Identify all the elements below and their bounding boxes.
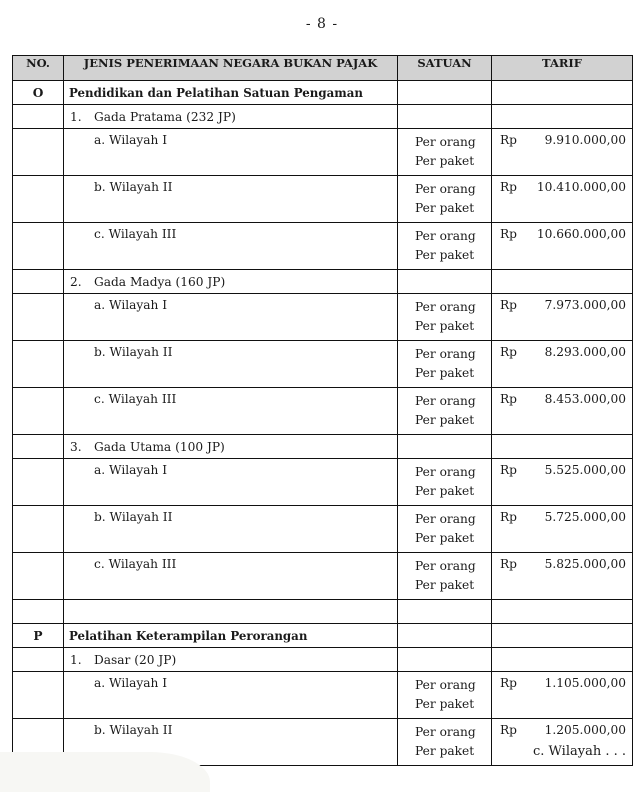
table-row bbox=[13, 672, 633, 719]
item-label: b. Wilayah II bbox=[64, 506, 398, 553]
group-row bbox=[13, 648, 633, 672]
header-tarif: TARIF bbox=[492, 56, 633, 81]
group-row bbox=[13, 270, 633, 294]
item-label: a. Wilayah I bbox=[64, 672, 398, 719]
item-label: b. Wilayah II bbox=[64, 341, 398, 388]
group-number: 1. bbox=[70, 652, 82, 667]
item-satuan: Per orang Per paket bbox=[398, 672, 492, 719]
item-satuan: Per orang Per paket bbox=[398, 223, 492, 270]
group-number: 1. bbox=[70, 109, 82, 124]
item-satuan: Per orang Per paket bbox=[398, 719, 492, 766]
item-satuan: Per orang Per paket bbox=[398, 176, 492, 223]
item-label: a. Wilayah I bbox=[64, 129, 398, 176]
item-tarif: Rp 8.453.000,00 bbox=[492, 388, 633, 435]
section-row bbox=[13, 81, 633, 105]
table-row bbox=[13, 553, 633, 600]
item-satuan: Per orang Per paket bbox=[398, 459, 492, 506]
section-row bbox=[13, 624, 633, 648]
table-row bbox=[13, 129, 633, 176]
blank-row bbox=[13, 600, 633, 624]
item-tarif: Rp 10.660.000,00 bbox=[492, 223, 633, 270]
item-satuan: Per orang Per paket bbox=[398, 294, 492, 341]
group-number: 2. bbox=[70, 274, 82, 289]
page-number: - 8 - bbox=[305, 16, 339, 32]
item-satuan: Per orang Per paket bbox=[398, 506, 492, 553]
section-letter: O bbox=[13, 81, 64, 105]
item-label: b. Wilayah II bbox=[64, 719, 398, 766]
item-label: a. Wilayah I bbox=[64, 459, 398, 506]
item-tarif: Rp 1.205.000,00 bbox=[492, 719, 633, 766]
item-tarif: Rp 8.293.000,00 bbox=[492, 341, 633, 388]
table-row bbox=[13, 506, 633, 553]
group-label: Gada Pratama (232 JP) bbox=[94, 109, 236, 124]
page-shadow bbox=[0, 752, 210, 792]
table-row bbox=[13, 341, 633, 388]
item-label: c. Wilayah III bbox=[64, 553, 398, 600]
table-row bbox=[13, 223, 633, 270]
header-no: NO. bbox=[13, 56, 64, 81]
item-satuan: Per orang Per paket bbox=[398, 388, 492, 435]
table-row bbox=[13, 176, 633, 223]
group-label: Gada Utama (100 JP) bbox=[94, 439, 225, 454]
item-satuan: Per orang Per paket bbox=[398, 553, 492, 600]
item-label: a. Wilayah I bbox=[64, 294, 398, 341]
item-label: c. Wilayah III bbox=[64, 223, 398, 270]
item-tarif: Rp 5.725.000,00 bbox=[492, 506, 633, 553]
group-row bbox=[13, 105, 633, 129]
group-label: Dasar (20 JP) bbox=[94, 652, 177, 667]
group-label: Gada Madya (160 JP) bbox=[94, 274, 226, 289]
continuation-text: c. Wilayah . . . bbox=[532, 744, 626, 759]
item-tarif: Rp 5.825.000,00 bbox=[492, 553, 633, 600]
item-label: b. Wilayah II bbox=[64, 176, 398, 223]
section-letter: P bbox=[13, 624, 64, 648]
header-jenis: JENIS PENERIMAAN NEGARA BUKAN PAJAK bbox=[64, 56, 398, 81]
table-row bbox=[13, 388, 633, 435]
section-title: Pelatihan Keterampilan Perorangan bbox=[64, 624, 398, 648]
table-row bbox=[13, 294, 633, 341]
item-tarif: Rp 1.105.000,00 bbox=[492, 672, 633, 719]
header-satuan: SATUAN bbox=[398, 56, 492, 81]
item-tarif: Rp 9.910.000,00 bbox=[492, 129, 633, 176]
item-satuan: Per orang Per paket bbox=[398, 129, 492, 176]
table-row bbox=[13, 459, 633, 506]
item-tarif: Rp 10.410.000,00 bbox=[492, 176, 633, 223]
section-title: Pendidikan dan Pelatihan Satuan Pengaman bbox=[64, 81, 398, 105]
table-header-row bbox=[13, 56, 633, 81]
tariff-table bbox=[12, 55, 633, 766]
group-number: 3. bbox=[70, 439, 82, 454]
item-label: c. Wilayah III bbox=[64, 388, 398, 435]
item-tarif: Rp 7.973.000,00 bbox=[492, 294, 633, 341]
item-satuan: Per orang Per paket bbox=[398, 341, 492, 388]
group-row bbox=[13, 435, 633, 459]
item-tarif: Rp 5.525.000,00 bbox=[492, 459, 633, 506]
